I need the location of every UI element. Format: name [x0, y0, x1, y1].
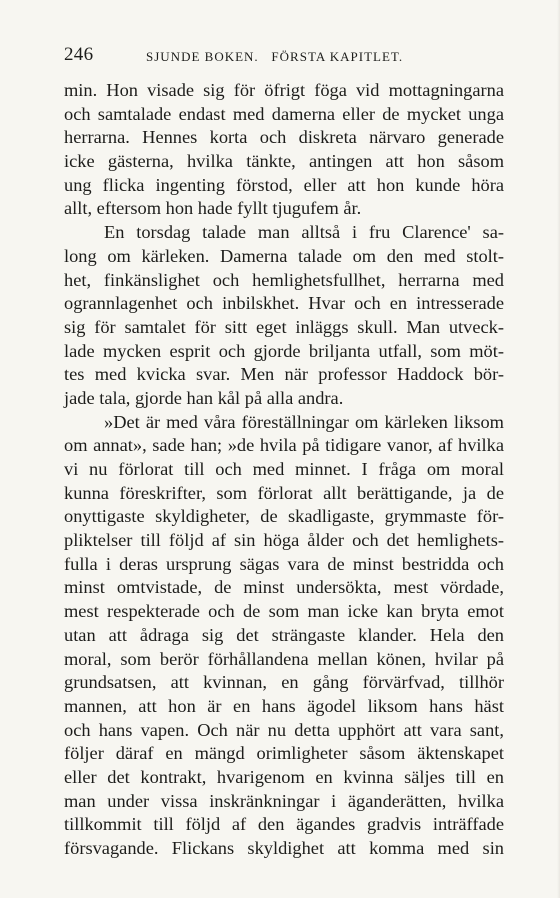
- text-line: onyttigaste skyldigheter, de skadligaste, grymmaste för-: [64, 506, 504, 527]
- text-line: En torsdag talade man alltså i fru Clarence' sa-: [104, 222, 504, 243]
- text-line: minst omtvistade, de minst undersökta, mest vördade,: [64, 577, 504, 598]
- text-line: ung flicka ingenting förstod, eller att hon kunde höra: [64, 174, 504, 195]
- text-line: tes med kvicka svar. Men när professor Haddock bör-: [64, 364, 504, 385]
- text-line: grundsatsen, att kvinnan, en gång förvärfvad, tillhör: [64, 672, 504, 693]
- text-line: allt, eftersom hon hade fyllt tjugufem år.: [64, 198, 362, 219]
- text-line: moral, som berör förhållandena mellan könen, hvilar på: [64, 648, 504, 669]
- text-line: pliktelser till följd af sin höga ålder och det hemlighets-: [64, 530, 504, 551]
- text-line: lade mycken esprit och gjorde briljanta utfall, som möt-: [64, 340, 504, 361]
- text-line: icke gästerna, hvilka tänkte, antingen att hon såsom: [64, 151, 504, 172]
- text-line: het, finkänslighet och hemlighetsfullhet, herrarna med: [64, 269, 504, 290]
- body-text: [64, 79, 504, 861]
- text-line: man under vissa inskränkningar i äganderätten, hvilka: [64, 790, 504, 811]
- text-line: följer däraf en mängd orimligheter såsom äktenskapet: [64, 743, 504, 764]
- text-line: mannen, att hon är en hans ägodel liksom hans häst: [64, 695, 504, 716]
- page-number: 246: [64, 44, 94, 65]
- text-line: min. Hon visade sig för öfrigt föga vid mottagningarna: [64, 80, 504, 100]
- text-line: jade tala, gjorde han kål på alla andra.: [64, 387, 344, 408]
- page-header: [64, 44, 504, 68]
- text-line: ogrannlagenhet och inbilskhet. Hvar och en intresserade: [64, 293, 504, 314]
- running-head: SJUNDE BOKEN. FÖRSTA KAPITLET.: [146, 49, 404, 64]
- text-line: vi nu förlorat till och med minnet. I fråga om moral: [64, 459, 504, 479]
- text-line: utan att ådraga sig det strängaste klander. Hela den: [64, 624, 504, 645]
- text-line: om annat», sade han; »de hvila på tidigare vanor, af hvilka: [64, 435, 504, 456]
- text-line: kunna föreskrifter, som förlorat allt berättigande, ja de: [64, 482, 504, 503]
- text-line: och samtalade endast med damerna eller de mycket unga: [64, 103, 504, 124]
- text-line: »Det är med våra föreställningar om kärleken liksom: [104, 411, 504, 432]
- text-line: och hans vapen. Och när nu detta upphört att vara sant,: [64, 719, 504, 740]
- text-line: eller det kontrakt, hvarigenom en kvinna säljes till en: [64, 766, 504, 787]
- text-line: long om kärleken. Damerna talade om den med stolt-: [64, 245, 504, 266]
- text-line: fulla i deras ursprung sägas vara de minst bestridda och: [64, 553, 504, 574]
- text-line: tillkommit till följd af den ägandes gradvis inträffade: [64, 814, 504, 835]
- text-line: herrarna. Hennes korta och diskreta närvaro generade: [64, 127, 504, 148]
- text-line: försvagande. Flickans skyldighet att komma med sin: [64, 838, 504, 858]
- text-line: sig för samtalet för sitt eget inläggs skull. Man utveck-: [64, 316, 504, 337]
- text-line: mest respekterade och de som man icke kan bryta emot: [64, 601, 504, 622]
